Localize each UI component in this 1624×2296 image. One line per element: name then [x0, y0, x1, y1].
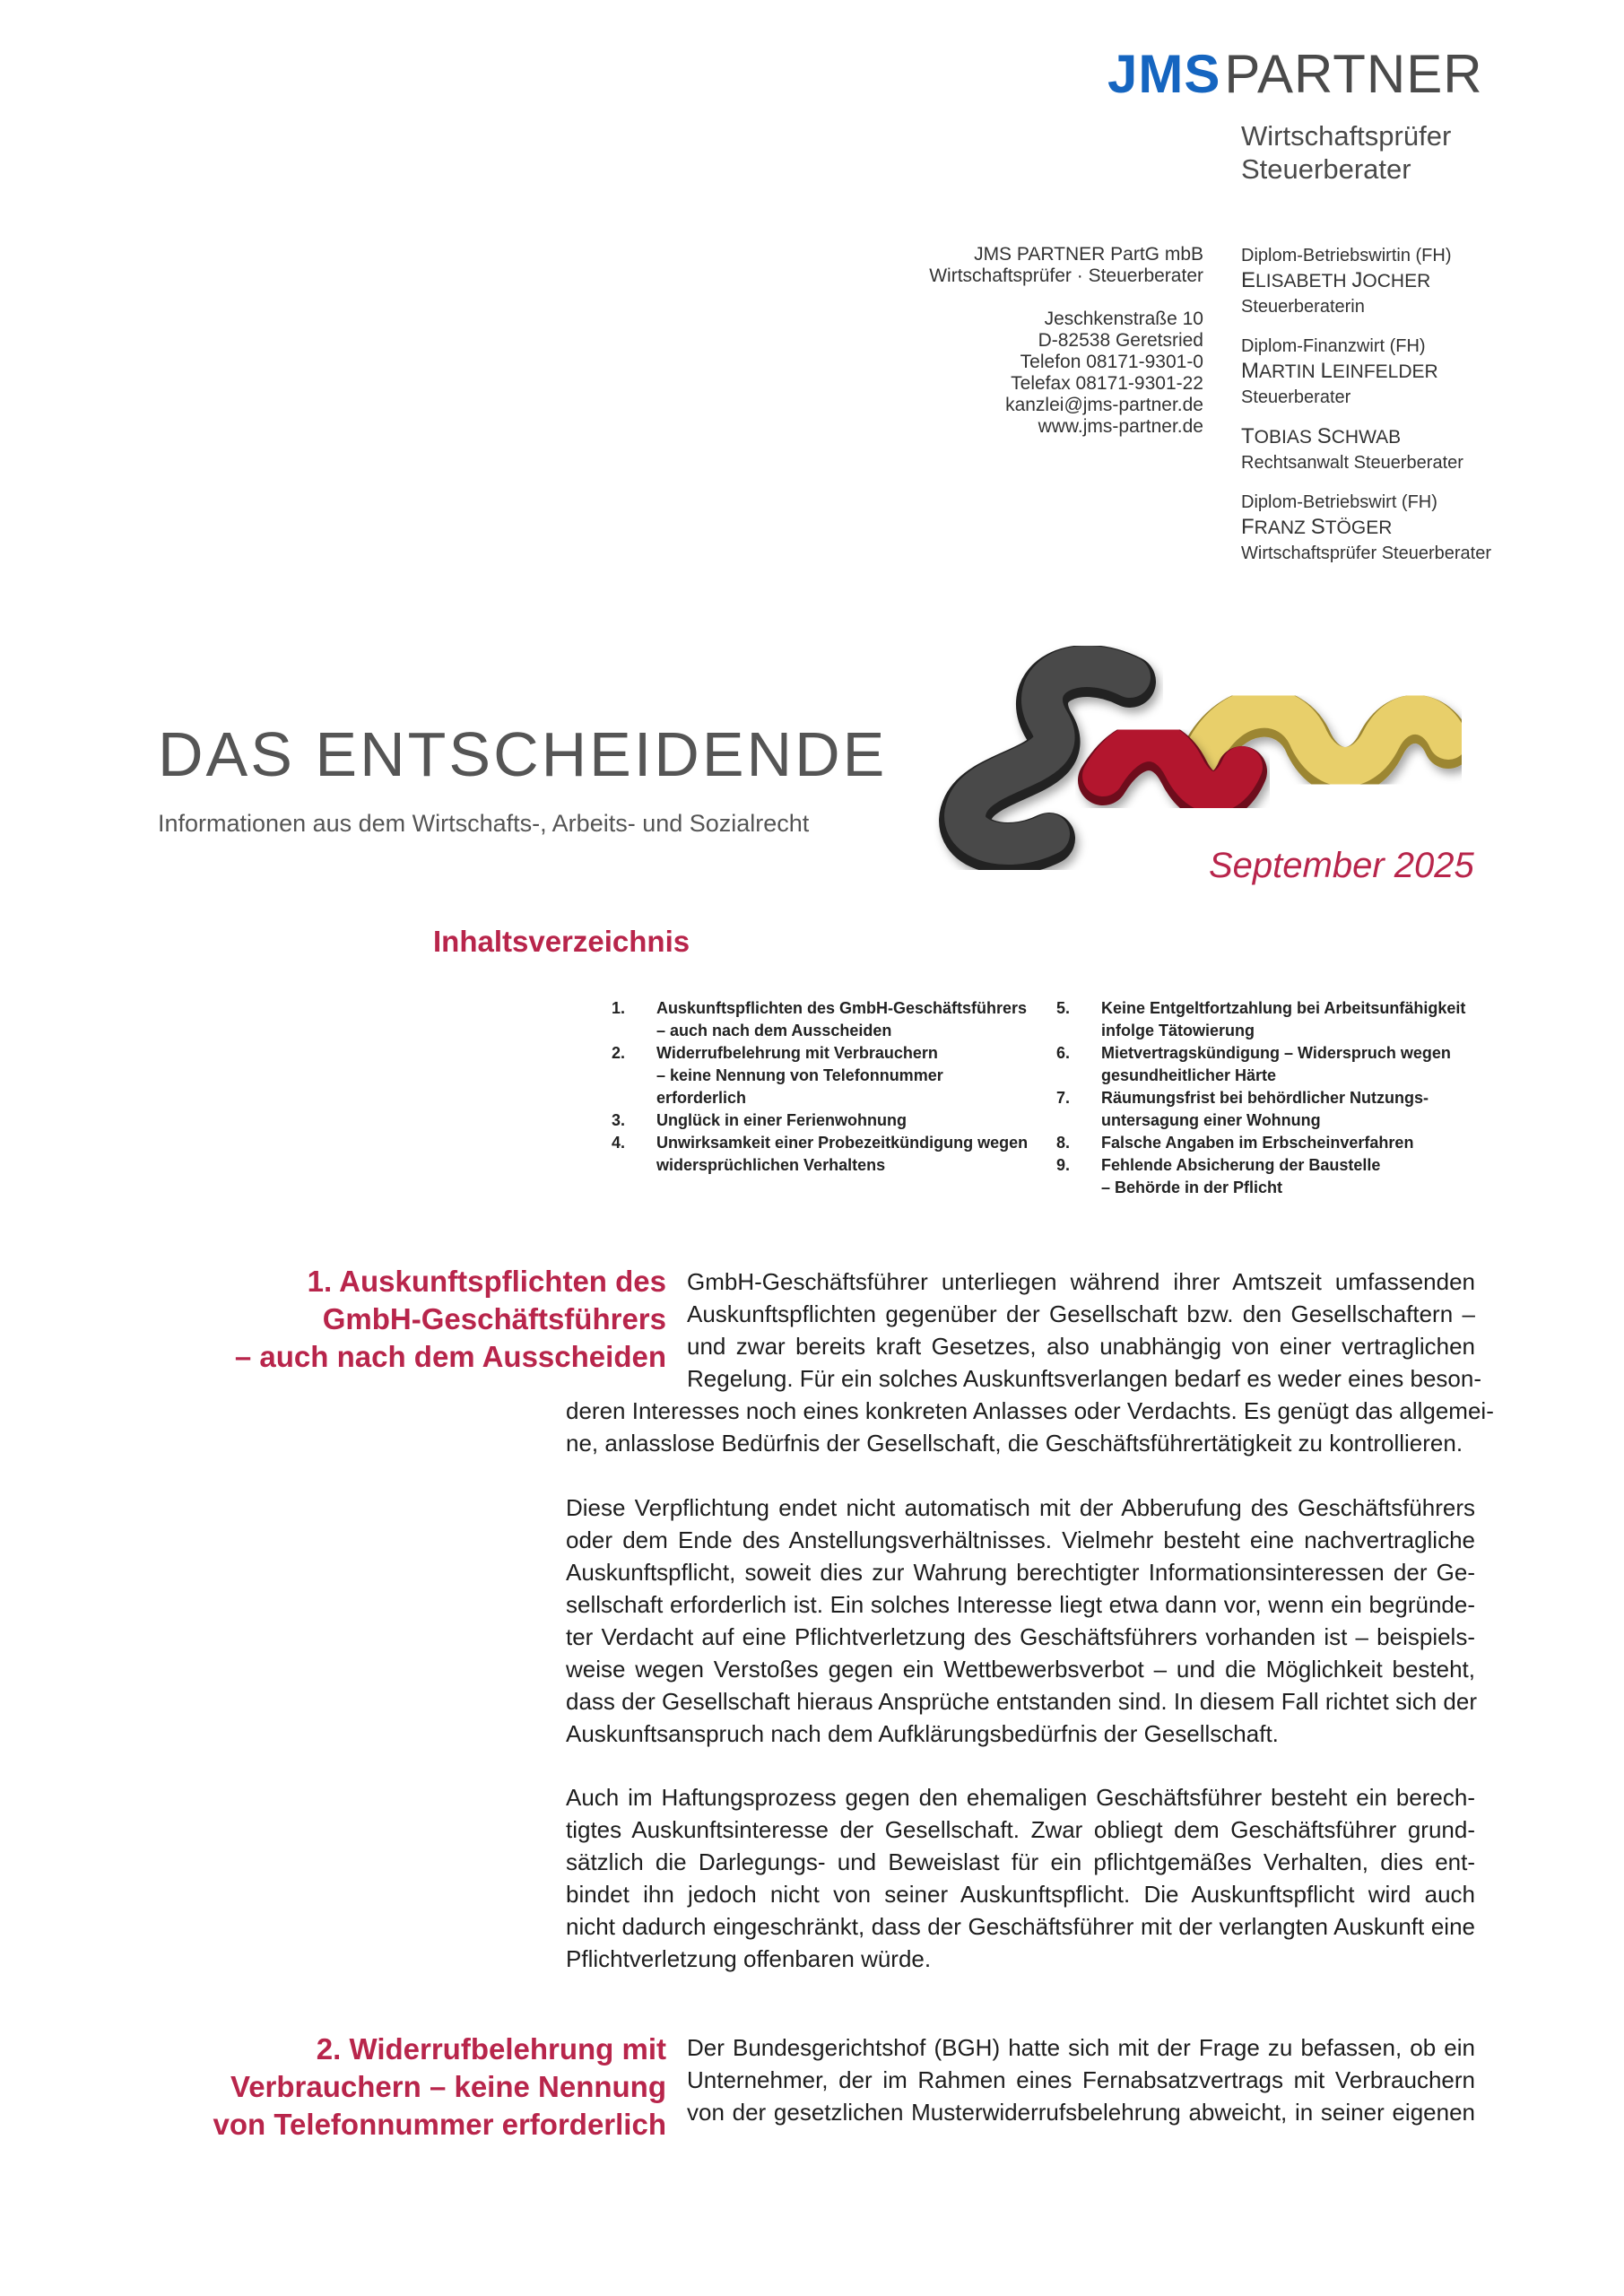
section-1-heading: 1. Auskunftspflichten des GmbH-Geschäftsführers – auch nach dem Ausscheiden [234, 1265, 666, 1373]
city: D-82538 Geretsried [1038, 330, 1203, 351]
toc-item[interactable]: 4. Unwirksamkeit einer Probezeitkündigung wegen widersprüchlichen Verhaltens [612, 1134, 1029, 1174]
toc-right-column [1056, 997, 1487, 1199]
toc-item[interactable]: 1. Auskunftspflichten des GmbH-Geschäftsführers – auch nach dem Ausscheiden [612, 999, 1028, 1039]
partner-role: Rechtsanwalt Steuerberater [1241, 453, 1463, 473]
paragraph-signs-graphic [933, 646, 1462, 870]
partner-entry [1241, 424, 1491, 475]
partner-title: Diplom-Finanzwirt (FH) [1241, 336, 1426, 356]
toc-title: Inhaltsverzeichnis [433, 925, 690, 958]
firm-logo [1107, 45, 1483, 104]
partner-role: Wirtschaftsprüfer Steuerberater [1241, 544, 1491, 563]
fax: Telefax 08171-9301-22 [1011, 373, 1203, 394]
toc-item[interactable]: 6. Mietvertragskündigung – Widerspruch wegen gesundheitlicher Härte [1056, 1044, 1451, 1084]
section-2-heading: 2. Widerrufbelehrung mit Verbrauchern – keine Nennung von Telefonnummer erforderlich [213, 2032, 666, 2141]
logo-partner: PARTNER [1224, 44, 1483, 104]
address-block [879, 244, 1203, 438]
phone: Telefon 08171-9301-0 [1020, 352, 1203, 372]
partner-entry [1241, 243, 1491, 319]
toc-item[interactable]: 9. Fehlende Absicherung der Baustelle – Behörde in der Pflicht [1056, 1156, 1381, 1196]
email-link[interactable]: kanzlei@jms-partner.de [1005, 395, 1203, 415]
section-1-paragraph-2: Diese Verpflichtung endet nicht automatisch mit der Abberufung des Geschäftsführers oder dem Ende des Anstellungsverhältnisses. Vielmehr besteht eine nachvertragliche Auskunftspflicht, soweit dies zur Wahrung berechtigter Informationsinteressen der Ge- sellschaft erforderlich ist. Ein solches Interesse liegt etwa dann vor, wenn ein begründe- ter Verdacht auf eine Pflichtverletzung des Geschäftsführers vorhanden ist – beispiels- weise wegen Verstoßes gegen ein Wettbewerbsverbot – und die Möglichkeit besteht, dass der Gesellschaft hieraus Ansprüche entstanden sind. In diesem Fall richtet sich der Auskunftsanspruch nach dem Aufklärungsbedürfnis der Gesellschaft. [566, 1494, 1477, 1747]
partner-role: Steuerberater [1241, 387, 1351, 407]
partner-name: MARTIN LEINFELDER [1241, 359, 1438, 383]
partner-name: TOBIAS SCHWAB [1241, 424, 1402, 448]
toc-left-column [612, 997, 1033, 1177]
section-2-paragraph-1: Der Bundesgerichtshof (BGH) hatte sich mit der Frage zu befassen, ob ein Unternehmer, der im Rahmen eines Fernabsatzvertrags mit Verbrauchern von der gesetzlichen Musterwiderrufsbelehrung abweicht, in seiner eigenen [687, 2034, 1475, 2126]
partner-entry [1241, 334, 1491, 410]
partner-entry [1241, 490, 1491, 566]
toc-item[interactable]: 8. Falsche Angaben im Erbscheinverfahren [1056, 1134, 1414, 1152]
section-1-paragraph-1a: GmbH-Geschäftsführer unterliegen während ihrer Amtszeit umfassenden Auskunftspflichten gegenüber der Gesellschaft bzw. den Gesellschaftern – und zwar bereits kraft Gesetzes, also unabhängig von einer vertraglichen Regelung. Für ein solches Auskunftsverlangen bedarf es weder eines beson- [687, 1268, 1481, 1392]
partner-name: ELISABETH JOCHER [1241, 268, 1431, 292]
partner-role: Steuerberaterin [1241, 297, 1365, 317]
partner-title: Diplom-Betriebswirt (FH) [1241, 492, 1437, 512]
web-link[interactable]: www.jms-partner.de [1038, 416, 1203, 437]
firm-subtitle: Wirtschaftsprüfer · Steuerberater [929, 265, 1203, 286]
toc-item[interactable]: 3. Unglück in einer Ferienwohnung [612, 1111, 908, 1129]
section-1-paragraph-1b: deren Interesses noch eines konkreten Anlasses oder Verdachts. Es genügt das allgemei- ne, anlasslose Bedürfnis der Gesellschaft, die Geschäftsführertätigkeit zu kontrollieren. [566, 1397, 1494, 1457]
logo-subtitle [1241, 119, 1451, 186]
partner-title: Diplom-Betriebswirtin (FH) [1241, 246, 1452, 265]
issue-date: September 2025 [1209, 846, 1474, 885]
section-1-paragraph-3: Auch im Haftungsprozess gegen den ehemaligen Geschäftsführer besteht ein berech- tigtes Auskunftsinteresse der Gesellschaft. Zwar obliegt dem Geschäftsführer grund- sätzlich die Darlegungs- und Beweislast für ein pflichtgemäßes Verhalten, dies ent- bindet ihn jedoch nicht von seiner Auskunftspflicht. Die Auskunftspflicht wird auch nicht dadurch eingeschränkt, dass der Geschäftsführer mit der verlangten Auskunft eine Pflichtverletzung offenbaren würde. [566, 1784, 1475, 1972]
newsletter-subtitle: Informationen aus dem Wirtschafts-, Arbeits- und Sozialrecht [158, 810, 810, 837]
firm-name: JMS PARTNER PartG mbB [974, 244, 1203, 265]
newsletter-title: DAS ENTSCHEIDENDE [158, 719, 888, 789]
toc-item[interactable]: 5. Keine Entgeltfortzahlung bei Arbeitsunfähigkeit infolge Tätowierung [1056, 999, 1466, 1039]
logo-line-1: Wirtschaftsprüfer [1241, 120, 1452, 152]
logo-jms: JMS [1107, 44, 1221, 104]
toc-item[interactable]: 7. Räumungsfrist bei behördlicher Nutzungs- untersagung einer Wohnung [1056, 1089, 1429, 1129]
street: Jeschkenstraße 10 [1044, 309, 1203, 329]
toc-item[interactable]: 2. Widerrufbelehrung mit Verbrauchern – keine Nennung von Telefonnummer erforderlich [612, 1044, 943, 1107]
partner-list [1241, 243, 1491, 580]
logo-line-2: Steuerberater [1241, 153, 1411, 185]
partner-name: FRANZ STÖGER [1241, 515, 1393, 539]
